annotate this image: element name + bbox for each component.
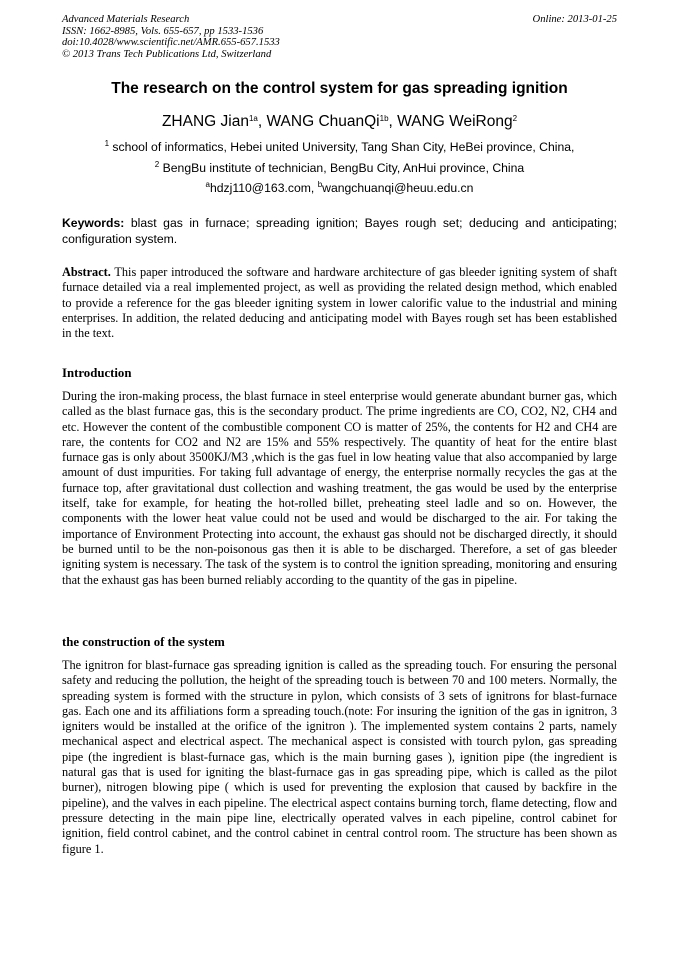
author-list xyxy=(62,113,617,131)
affiliation-number: 2 xyxy=(154,160,160,169)
keywords xyxy=(62,216,617,247)
email-superscript: b xyxy=(317,180,323,189)
abstract xyxy=(62,265,617,341)
abstract-label: Abstract. xyxy=(62,265,111,279)
paper-title: The research on the control system for gas spreading ignition xyxy=(111,80,568,97)
author-emails xyxy=(62,181,617,195)
copyright-line: © 2013 Trans Tech Publications Ltd, Switzerland xyxy=(62,48,272,60)
introduction-paragraph: During the iron-making process, the blast furnace in steel enterprise would generate abundant burner gas, which called as the blast furnace gas, this is the secondary product. The prime ingredients are CO, CO2, N2, CH4 and etc. However the content of the combustible component CO is matter of 25%, the contents for H2 and CH4 are rare, the contents for CO2 and N2 are 15% and 55% respectively. The quantity of heat for the entire blast furnace gas is only about 3500KJ/M3 ,which is the gas fuel in low heating value that also accompanied by large amount of dust impurities. For taking full advantage of energy, the enterprise normally recycles the gas at the furnace top, after gravitational dust collection and washing treatment, the gas would be used by the enterprise itself, take for example, for heating the hot-rolled billet, preheating steel ladle and so on. However, the components with the lower heat value could not be used and would be discharged to the air. For taking the importance of Environment Protecting into account, the exhaust gas should not be discharged directly, it should be burned until to be the non-poisonous gas then it is able to be discharged. Therefore, a set of gas bleeder igniting system is necessary. The task of the system is to control the ignition spreading, monitoring and ensuring that the exhaust gas has been burned reliably according to the quantity of the gas in pipeline. xyxy=(62,389,617,587)
section-heading-introduction: Introduction xyxy=(62,366,132,380)
keywords-text: blast gas in furnace; spreading ignition; Bayes rough set; deducing and anticipating; configuration system. xyxy=(62,216,617,246)
issn-line: ISSN: 1662-8985, Vols. 655-657, pp 1533-1536 xyxy=(62,25,264,37)
author-name: WANG WeiRong xyxy=(397,113,513,130)
construction-paragraph: The ignitron for blast-furnace gas spreading ignition is called as the spreading touch. For ensuring the personal safety and reducing the pollution, the height of the spreading touch is between 70 and 100 meters. Normally, the spreading system is formed with the structure in pylon, which consists of 3 sets of ignitrons for blast-furnace gas. Each one and its affiliations form a spreading touch.(note: For insuring the ignition of the gas in ignitron, 3 igniters would be installed at the orifice of the ignitron ). The implemented system contains 2 parts, namely mechanical aspect and electrical aspect. The mechanical aspect is consisted with tourch pylon, gas spreading pipe (the ingredient is blast-furnace gas, which is the main burning gases ), ignition pipe (the ingredient is natural gas that is used for igniting the blast-furnace gas in gas spreading pipe, which is called as the pilot burner), nitrogen blowing pipe ( which is used for preventing the explosion that caused by backfire in the pipeline), and the valves in each pipeline. The electrical aspect contains burning torch, flame detecting, flow and pressure detecting in the main pipe line, electrically operated valves in each pipeline, control cabinet for ignition, field control cabinet, and the control cabinet in central control room. The structure has been shown as figure 1. xyxy=(62,658,617,856)
email-superscript: a xyxy=(205,180,210,189)
author-superscript: 1b xyxy=(379,114,389,123)
author-name: ZHANG Jian xyxy=(161,113,249,130)
keywords-label: Keywords: xyxy=(62,216,125,230)
online-date: Online: 2013-01-25 xyxy=(532,14,617,25)
email-separator: , xyxy=(310,181,318,195)
affiliation-text: school of informatics, Hebei united University, Tang Shan City, HeBei province, China, xyxy=(112,140,575,154)
journal-header xyxy=(62,14,617,60)
affiliation-2 xyxy=(62,161,617,175)
section-heading-construction: the construction of the system xyxy=(62,635,225,649)
author-name: WANG ChuanQi xyxy=(266,113,380,130)
doi-line: doi:10.4028/www.scientific.net/AMR.655-657.1533 xyxy=(62,37,280,49)
email-address[interactable]: wangchuanqi@heuu.edu.cn xyxy=(322,181,474,195)
author-separator: , xyxy=(257,113,267,130)
affiliation-1 xyxy=(62,140,617,154)
journal-name: Advanced Materials Research xyxy=(62,14,190,25)
author-superscript: 1a xyxy=(248,114,258,123)
author-separator: , xyxy=(388,113,398,130)
email-address[interactable]: hdzj110@163.com xyxy=(210,181,311,195)
abstract-text: This paper introduced the software and hardware architecture of gas bleeder igniting system of shaft furnace detailed via a real implemented project, as well as providing the related design method, which enabled to provide a reference for the gas bleeder igniting system in lower calorific value to the industrial and mining enterprises. In addition, the related deducing and anticipating model with Bayes rough set has been established in the text. xyxy=(62,265,618,341)
author-superscript: 2 xyxy=(512,114,518,123)
affiliation-number: 1 xyxy=(104,139,110,148)
affiliation-text: BengBu institute of technician, BengBu City, AnHui province, China xyxy=(162,161,525,175)
